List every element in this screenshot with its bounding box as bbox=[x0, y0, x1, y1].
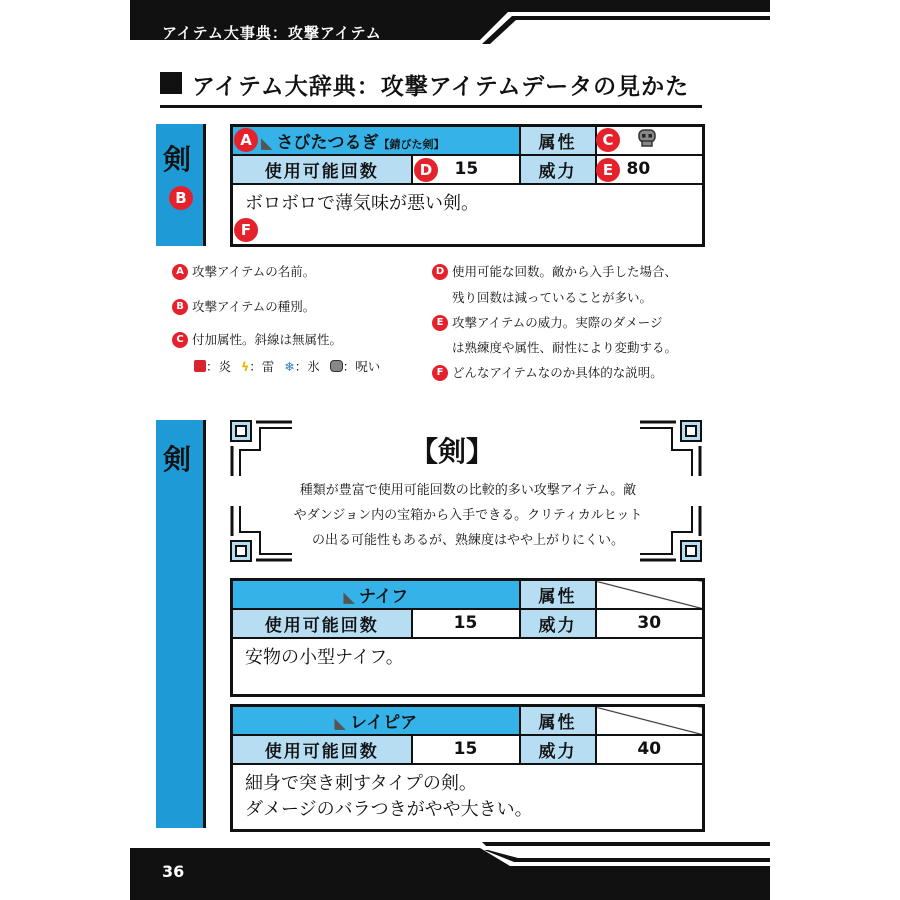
corner-ornament-top-left bbox=[230, 420, 294, 478]
book-page bbox=[130, 0, 770, 900]
page-header bbox=[130, 0, 770, 50]
marker-f: F bbox=[234, 218, 258, 242]
category-title: 【剣】 bbox=[410, 435, 495, 468]
item-name: ナイフ bbox=[358, 586, 409, 607]
item-table-rapier bbox=[230, 704, 705, 832]
item-attr-none bbox=[596, 580, 704, 609]
sample-attr-label: 属性 bbox=[520, 126, 596, 155]
category-tab bbox=[156, 420, 206, 828]
sample-name: さびたつるぎ bbox=[276, 132, 379, 153]
legend-marker-b: B bbox=[172, 299, 188, 315]
item-name: レイピア bbox=[349, 712, 418, 733]
legend-b: 攻撃アイテムの種別。 bbox=[192, 299, 316, 314]
ice-icon: ❄ bbox=[284, 359, 295, 374]
marker-b: B bbox=[169, 186, 193, 210]
sample-name-cell bbox=[232, 126, 520, 155]
item-description-line-1: 細身で突き刺すタイプの剣。 bbox=[245, 772, 477, 794]
curse-icon bbox=[330, 360, 343, 372]
marker-a: A bbox=[234, 128, 258, 152]
legend-d2: 残り回数は減っていることが多い。 bbox=[452, 290, 653, 305]
legend-marker-c: C bbox=[172, 332, 188, 348]
page-footer bbox=[130, 838, 770, 900]
sample-power-label: 威力 bbox=[520, 155, 596, 184]
header-title: アイテム大事典：攻撃アイテム bbox=[162, 24, 382, 42]
sample-category-label: 剣 bbox=[163, 143, 192, 176]
sample-uses-value: 15 bbox=[412, 155, 520, 184]
legend-marker-d: D bbox=[432, 264, 448, 280]
curse-label: ：呪い bbox=[342, 359, 381, 374]
item-power-value: 40 bbox=[596, 735, 704, 764]
item-description-line-2: ダメージのバラつきがやや大きい。 bbox=[245, 798, 533, 820]
item-power-label: 威力 bbox=[520, 735, 596, 764]
legend-marker-e: E bbox=[432, 315, 448, 331]
footer-band bbox=[130, 838, 770, 900]
item-uses-label: 使用可能回数 bbox=[232, 735, 412, 764]
marker-e: E bbox=[596, 158, 620, 182]
section-heading bbox=[160, 68, 702, 108]
item-uses-label: 使用可能回数 bbox=[232, 609, 412, 638]
item-power-value: 30 bbox=[596, 609, 704, 638]
legend-marker-f: F bbox=[432, 365, 448, 381]
item-description bbox=[232, 638, 704, 696]
item-uses-value: 15 bbox=[412, 735, 520, 764]
page-number: 36 bbox=[162, 862, 185, 881]
thunder-icon: ϟ bbox=[241, 359, 250, 374]
category-description bbox=[268, 478, 668, 553]
attribute-legend bbox=[194, 359, 380, 375]
sample-category-tab bbox=[156, 124, 206, 246]
sword-icon: ◣ bbox=[343, 587, 355, 606]
thunder-label: ：雷 bbox=[249, 359, 275, 374]
sword-icon: ◣ bbox=[261, 133, 273, 152]
category-description-line-1: 種類が豊富で使用可能回数の比較的多い攻撃アイテム。敵 bbox=[299, 483, 637, 498]
legend-e2: は熟練度や属性、耐性により変動する。 bbox=[452, 340, 678, 355]
category-tab-label: 剣 bbox=[163, 443, 192, 476]
fire-label: ：炎 bbox=[206, 359, 232, 374]
item-description-line-1: 安物の小型ナイフ。 bbox=[245, 646, 404, 668]
legend-a: 攻撃アイテムの名前。 bbox=[192, 264, 316, 279]
item-attr-label: 属性 bbox=[520, 580, 596, 609]
legend-d1: 使用可能な回数。敵から入手した場合、 bbox=[452, 264, 678, 279]
item-table-knife bbox=[230, 578, 705, 697]
item-attr-label: 属性 bbox=[520, 706, 596, 735]
sword-icon: ◣ bbox=[334, 713, 346, 732]
marker-d: D bbox=[414, 158, 438, 182]
item-attr-none bbox=[596, 706, 704, 735]
sample-description: ボロボロで薄気味が悪い剣。 bbox=[232, 184, 704, 246]
legend-c: 付加属性。斜線は無属性。 bbox=[192, 332, 343, 347]
sample-item-table bbox=[230, 124, 705, 247]
category-description-line-3: の出る可能性もあるが、熟練度はやや上がりにくい。 bbox=[311, 533, 624, 548]
item-uses-value: 15 bbox=[412, 609, 520, 638]
corner-ornament-top-right bbox=[638, 420, 702, 478]
item-name-cell bbox=[232, 580, 520, 609]
skull-icon bbox=[637, 129, 657, 147]
sample-name-note: 【錆びた剣】 bbox=[378, 137, 445, 151]
marker-c: C bbox=[596, 128, 620, 152]
heading-square bbox=[160, 72, 182, 94]
item-power-label: 威力 bbox=[520, 609, 596, 638]
section-title: アイテム大辞典：攻撃アイテムデータの見かた bbox=[192, 74, 690, 100]
item-name-cell bbox=[232, 706, 520, 735]
legend-e1: 攻撃アイテムの威力。実際のダメージ bbox=[452, 315, 663, 330]
item-description bbox=[232, 764, 704, 831]
sample-power-value: 80 bbox=[596, 155, 704, 184]
fire-icon bbox=[194, 360, 206, 372]
legend-marker-a: A bbox=[172, 264, 188, 280]
sample-uses-label: 使用可能回数 bbox=[232, 155, 412, 184]
ice-label: ：氷 bbox=[294, 359, 320, 374]
legend-f: どんなアイテムなのか具体的な説明。 bbox=[452, 365, 663, 380]
category-description-line-2: やダンジョン内の宝箱から入手できる。クリティカルヒット bbox=[293, 508, 643, 523]
